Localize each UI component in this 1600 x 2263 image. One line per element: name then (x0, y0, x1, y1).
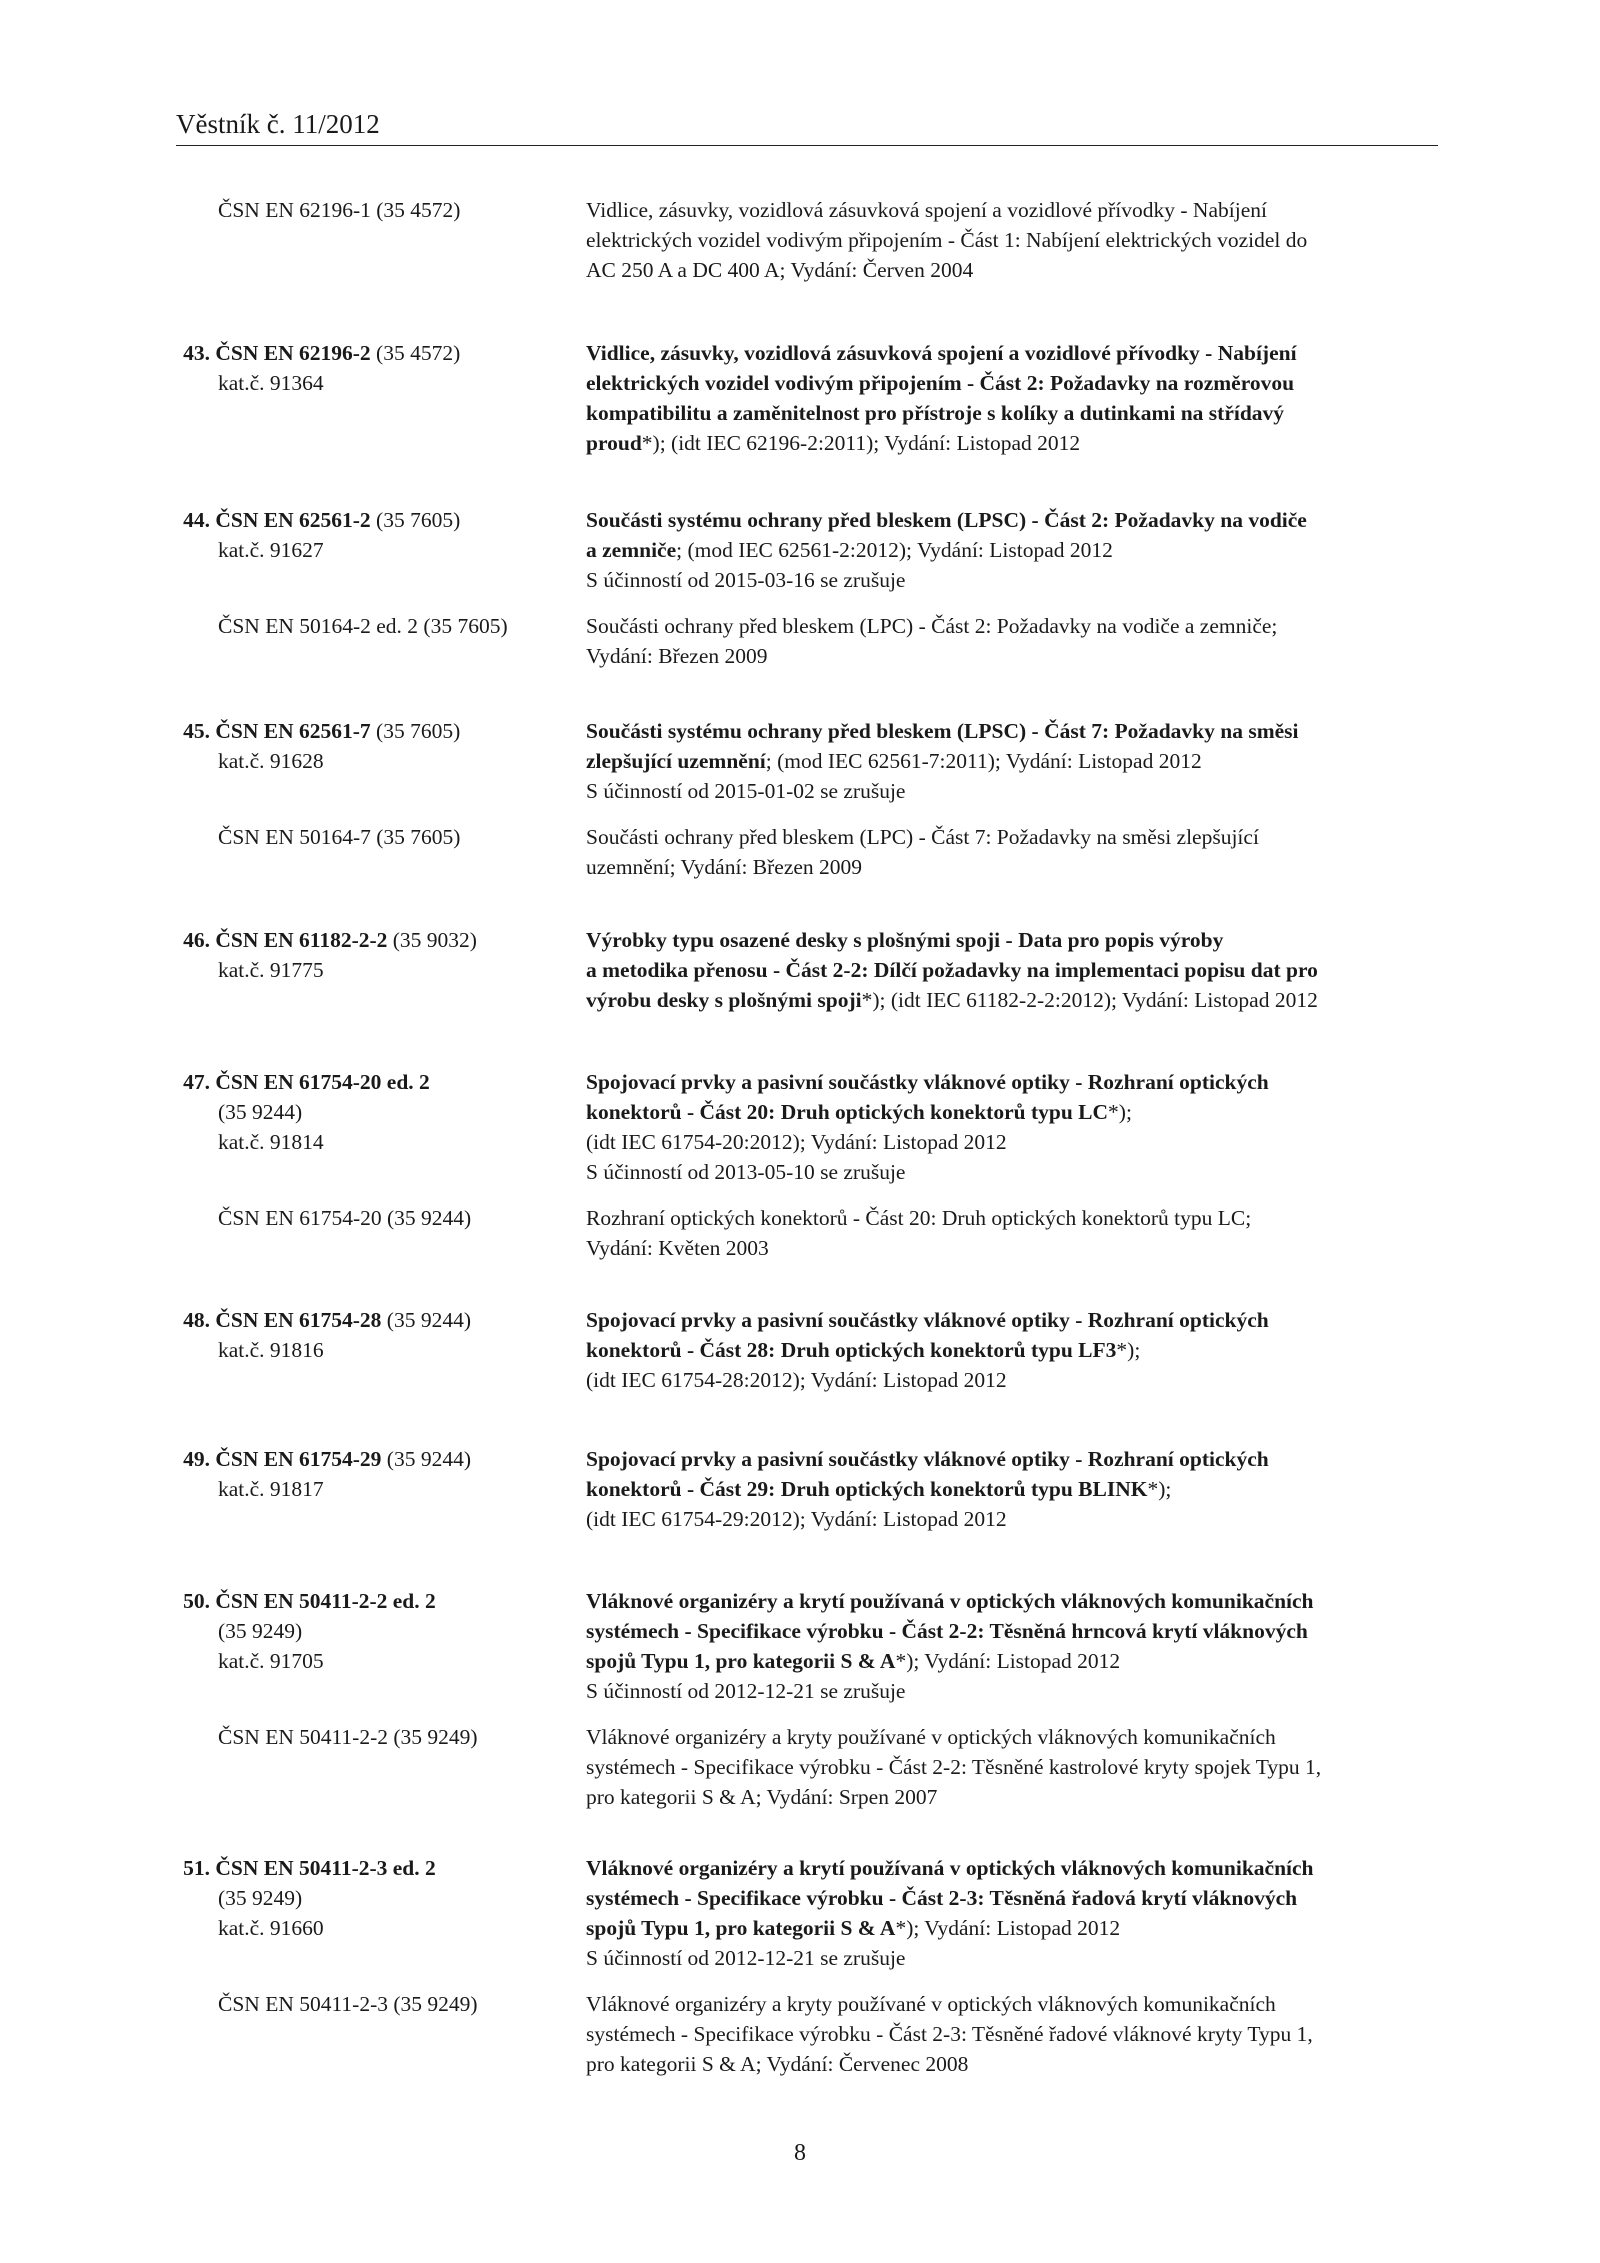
catalog-number: kat.č. 91816 (218, 1338, 324, 1362)
standard-code: ČSN EN 61182-2-2 (215, 928, 388, 952)
new-standard: 50. ČSN EN 50411-2-2 ed. 2 (35 9249) kat.č. 91705 Vláknové organizéry a krytí používaná v optických vláknových komunikačních systémech - Specifikace výrobku - Část 2-2: Těsněná hrncová krytí vláknových spojů Typu 1, pro kategorii S & A*); Vydání: Listopad 2012 S účinností od 2012-12-21 se zrušuje (176, 1586, 1438, 1706)
new-standard: 48. ČSN EN 61754-28 (35 9244) kat.č. 91816 Spojovací prvky a pasivní součástky vláknové optiky - Rozhraní optických konektorů - Část 28: Druh optických konektorů typu LF3*); (idt IEC 61754-28:2012); Vydání: Listopad 2012 (176, 1305, 1438, 1395)
entry-number: 43. (183, 341, 210, 365)
replaced-code: ČSN EN 61754-20 (35 9244) (218, 1206, 472, 1230)
entry-number: 47. (183, 1070, 210, 1094)
standard-entry-49 (176, 1444, 1438, 1534)
standard-code: ČSN EN 61754-20 ed. 2 (215, 1070, 430, 1094)
catalog-number: kat.č. 91627 (218, 538, 324, 562)
standard-entry-46 (176, 925, 1438, 1015)
replaced-standard: ČSN EN 61754-20 (35 9244) Rozhraní optických konektorů - Část 20: Druh optických konektorů typu LC; Vydání: Květen 2003 (218, 1206, 1252, 1260)
standard-entry-44 (176, 505, 1438, 671)
standard-entry-50 (176, 1586, 1438, 1812)
standard-entry-45 (176, 716, 1438, 882)
new-standard: 51. ČSN EN 50411-2-3 ed. 2 (35 9249) kat.č. 91660 Vláknové organizéry a krytí používaná v optických vláknových komunikačních systémech - Specifikace výrobku - Část 2-3: Těsněná řadová krytí vláknových spojů Typu 1, pro kategorii S & A*); Vydání: Listopad 2012 S účinností od 2012-12-21 se zrušuje (176, 1853, 1438, 1973)
standard-code: ČSN EN 50411-2-2 ed. 2 (215, 1589, 436, 1613)
withdrawal-note: S účinností od 2012-12-21 se zrušuje (586, 1679, 906, 1703)
replaced-standard: ČSN EN 50164-2 ed. 2 (35 7605) Součásti ochrany před bleskem (LPC) - Část 2: Požadavky na vodiče a zemniče; Vydání: Březen 2009 (218, 614, 1278, 668)
page-header (176, 109, 1438, 146)
new-standard: 44. ČSN EN 62561-2 (35 7605) kat.č. 91627 Součásti systému ochrany před bleskem (LPSC) - Část 2: Požadavky na vodiče a zemniče; (mod IEC 62561-2:2012); Vydání: Listopad 2012 S účinností od 2015-03-16 se zrušuje (176, 505, 1438, 595)
withdrawal-note: S účinností od 2013-05-10 se zrušuje (586, 1160, 906, 1184)
standard-entry-51 (176, 1853, 1438, 2079)
new-standard: 45. ČSN EN 62561-7 (35 7605) kat.č. 91628 Součásti systému ochrany před bleskem (LPSC) - Část 7: Požadavky na směsi zlepšující uzemnění; (mod IEC 62561-7:2011); Vydání: Listopad 2012 S účinností od 2015-01-02 se zrušuje (176, 716, 1438, 806)
replaced-code: ČSN EN 50411-2-3 (35 9249) (218, 1992, 478, 2016)
replaced-code: ČSN EN 50164-2 ed. 2 (35 7605) (218, 614, 508, 638)
entry-number: 44. (183, 508, 210, 532)
journal-title: Věstník č. 11/2012 (176, 109, 380, 139)
entry-number: 48. (183, 1308, 210, 1332)
standard-code: ČSN EN 50411-2-3 ed. 2 (215, 1856, 436, 1880)
withdrawal-note: S účinností od 2015-01-02 se zrušuje (586, 779, 906, 803)
entry-number: 46. (183, 928, 210, 952)
entry-number: 49. (183, 1447, 210, 1471)
standard-code: ČSN EN 62561-7 (215, 719, 371, 743)
withdrawal-note: S účinností od 2015-03-16 se zrušuje (586, 568, 906, 592)
catalog-number: kat.č. 91817 (218, 1477, 324, 1501)
standard-entry-48 (176, 1305, 1438, 1395)
catalog-number: kat.č. 91364 (218, 371, 324, 395)
page-number: 8 (794, 2140, 806, 2166)
standard-entry-43 (176, 338, 1438, 458)
standard-code: ČSN EN 61754-28 (215, 1308, 382, 1332)
catalog-number: kat.č. 91814 (218, 1130, 324, 1154)
entry-number: 45. (183, 719, 210, 743)
replaced-standard: ČSN EN 50411-2-2 (35 9249) Vláknové organizéry a kryty používané v optických vláknových komunikačních systémech - Specifikace výrobku - Část 2-2: Těsněné kastrolové kryty spojek Typu 1, pro kategorii S & A; Vydání: Srpen 2007 (218, 1725, 1322, 1809)
catalog-number: kat.č. 91660 (218, 1916, 324, 1940)
replaced-standard: ČSN EN 62196-1 (35 4572) Vidlice, zásuvky, vozidlová zásuvková spojení a vozidlové přívodky - Nabíjení elektrických vozidel vodivým připojením - Část 1: Nabíjení elektrických vozidel do AC 250 A a DC 400 A; Vydání: Červen 2004 (218, 198, 1308, 282)
new-standard: 43. ČSN EN 62196-2 (35 4572) kat.č. 91364 Vidlice, zásuvky, vozidlová zásuvková spojení a vozidlové přívodky - Nabíjení elektrických vozidel vodivým připojením - Část 2: Požadavky na rozměrovou kompatibilitu a zaměnitelnost pro přístroje s kolíky a dutinkami na střídavý proud*); (idt IEC 62196-2:2011); Vydání: Listopad 2012 (176, 338, 1438, 458)
catalog-number: kat.č. 91628 (218, 749, 324, 773)
new-standard: 46. ČSN EN 61182-2-2 (35 9032) kat.č. 91775 Výrobky typu osazené desky s plošnými spoji - Data pro popis výroby a metodika přenosu - Část 2-2: Dílčí požadavky na implementaci popisu dat pro výrobu desky s plošnými spoji*); (idt IEC 61182-2-2:2012); Vydání: Listopad 2012 (176, 925, 1438, 1015)
standard-code: ČSN EN 61754-29 (215, 1447, 382, 1471)
catalog-number: kat.č. 91705 (218, 1649, 324, 1673)
withdrawal-note: S účinností od 2012-12-21 se zrušuje (586, 1946, 906, 1970)
replaced-code: ČSN EN 62196-1 (35 4572) (218, 198, 461, 222)
replaced-code: ČSN EN 50164-7 (35 7605) (218, 825, 461, 849)
standard-entry-47 (176, 1067, 1438, 1263)
replaced-code: ČSN EN 50411-2-2 (35 9249) (218, 1725, 478, 1749)
new-standard: 49. ČSN EN 61754-29 (35 9244) kat.č. 91817 Spojovací prvky a pasivní součástky vláknové optiky - Rozhraní optických konektorů - Část 29: Druh optických konektorů typu BLINK*); (idt IEC 61754-29:2012); Vydání: Listopad 2012 (176, 1444, 1438, 1534)
entry-number: 50. (183, 1589, 210, 1613)
replaced-standard: ČSN EN 50164-7 (35 7605) Součásti ochrany před bleskem (LPC) - Část 7: Požadavky na směsi zlepšující uzemnění; Vydání: Březen 2009 (218, 825, 1259, 879)
new-standard: 47. ČSN EN 61754-20 ed. 2 (35 9244) kat.č. 91814 Spojovací prvky a pasivní součástky vláknové optiky - Rozhraní optických konektorů - Část 20: Druh optických konektorů typu LC*); (idt IEC 61754-20:2012); Vydání: Listopad 2012 S účinností od 2013-05-10 se zrušuje (176, 1067, 1438, 1187)
entry-continuation (176, 195, 1438, 285)
catalog-number: kat.č. 91775 (218, 958, 324, 982)
entry-number: 51. (183, 1856, 210, 1880)
replaced-standard: ČSN EN 50411-2-3 (35 9249) Vláknové organizéry a kryty používané v optických vláknových komunikačních systémech - Specifikace výrobku - Část 2-3: Těsněné řadové vláknové kryty Typu 1, pro kategorii S & A; Vydání: Červenec 2008 (218, 1992, 1313, 2076)
standard-code: ČSN EN 62561-2 (215, 508, 371, 532)
standard-code: ČSN EN 62196-2 (215, 341, 371, 365)
